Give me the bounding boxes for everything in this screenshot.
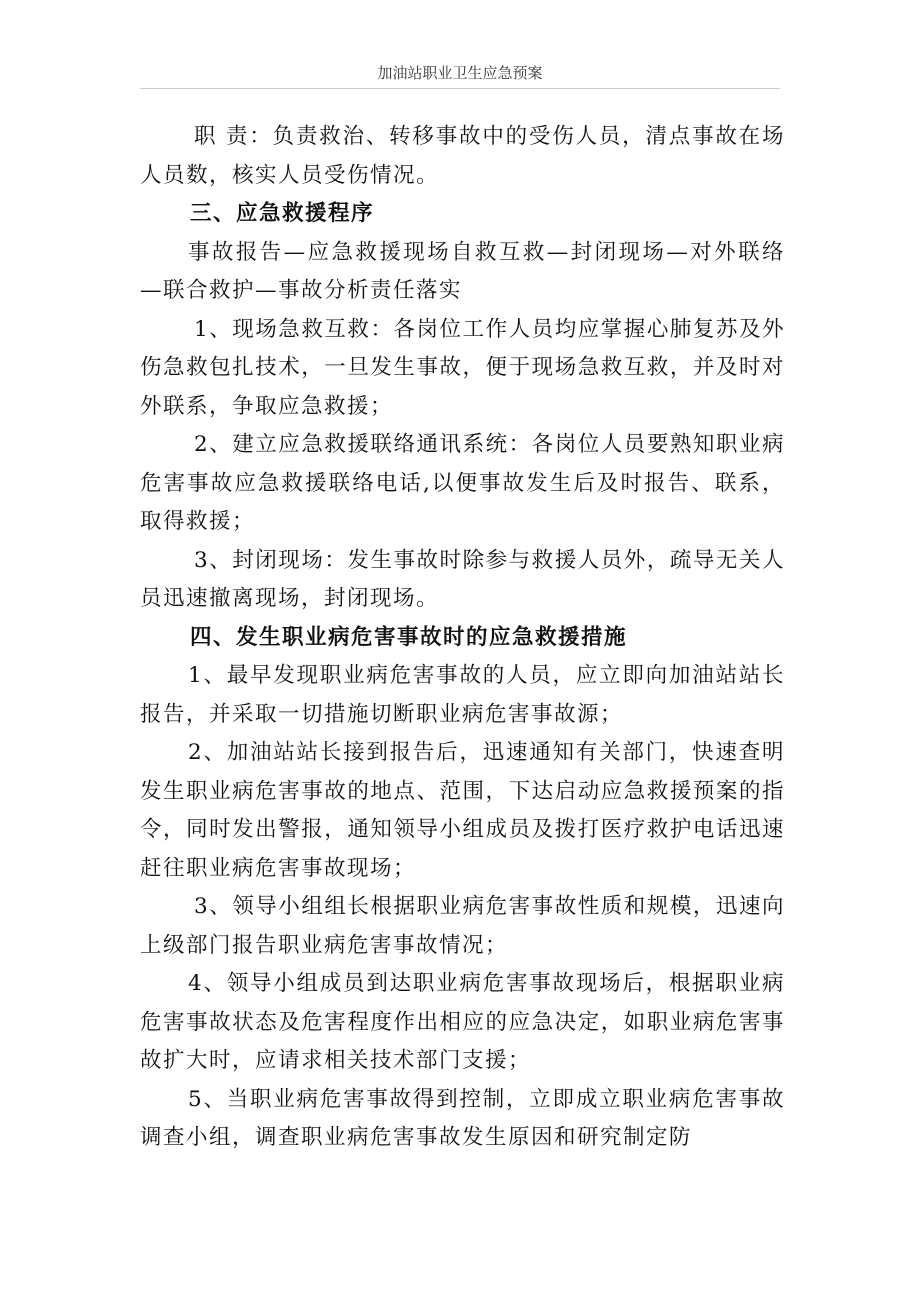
- paragraph-measure-5: 5、当职业病危害事故得到控制，立即成立职业病危害事故调查小组，调查职业病危害事故发生原因和研究制定防: [140, 1086, 785, 1150]
- paragraph-measure-4: 4、领导小组成员到达职业病危害事故现场后，根据职业病危害事故状态及危害程度作出相应的应急决定，如职业病危害事故扩大时，应请求相关技术部门支援；: [140, 971, 785, 1073]
- paragraph-item-2: 2、建立应急救援联络通讯系统：各岗位人员要熟知职业病危害事故应急救援联络电话,以便事故发生后及时报告、联系，取得救援；: [140, 432, 785, 534]
- paragraph-measure-3: 3、领导小组组长根据职业病危害事故性质和规模，迅速向上级部门报告职业病危害事故情况；: [140, 894, 785, 958]
- paragraph-measure-1: 1、最早发现职业病危害事故的人员，应立即向加油站站长报告，并采取一切措施切断职业病危害事故源；: [140, 663, 785, 727]
- page-header-title: 加油站职业卫生应急预案: [377, 64, 543, 82]
- paragraph-duties: 职 责：负责救治、转移事故中的受伤人员，清点事故在场人员数，核实人员受伤情况。: [140, 124, 785, 188]
- paragraph-item-1: 1、现场急救互救：各岗位工作人员均应掌握心肺复苏及外伤急救包扎技术，一旦发生事故，便于现场急救互救，并及时对外联系，争取应急救援；: [140, 316, 785, 419]
- paragraph-item-3: 3、封闭现场：发生事故时除参与救援人员外，疏导无关人员迅速撤离现场，封闭现场。: [140, 547, 785, 611]
- paragraph-procedure: 事故报告—应急救援现场自救互救—封闭现场—对外联络—联合救护—事故分析责任落实: [140, 239, 785, 303]
- section-heading-3: 三、应急救援程序: [190, 201, 375, 226]
- document-body: [140, 118, 785, 1158]
- section-heading-4: 四、发生职业病危害事故时的应急救援措施: [190, 624, 628, 650]
- header-divider: [140, 88, 780, 89]
- paragraph-measure-2: 2、加油站站长接到报告后，迅速通知有关部门，快速查明发生职业病危害事故的地点、范围，下达启动应急救援预案的指令，同时发出警报，通知领导小组成员及拨打医疗救护电话迅速赶往职业病危害事故现场；: [140, 740, 785, 881]
